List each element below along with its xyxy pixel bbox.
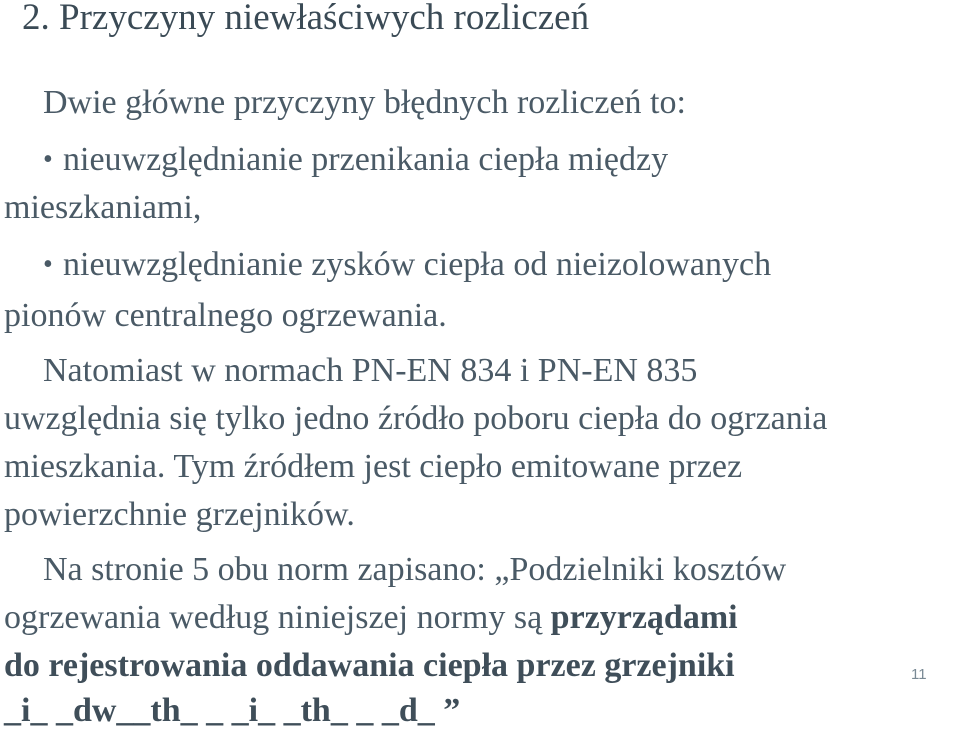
- bullet-icon: •: [43, 144, 53, 175]
- paragraph-2-line-2-plain: ogrzewania według niniejszej normy są: [4, 599, 551, 636]
- bullet-item-1: [43, 140, 668, 180]
- slide-title: 2. Przyczyny niewłaściwych rozliczeń: [22, 0, 590, 38]
- bullet-icon: •: [43, 249, 53, 280]
- bullet-2-line-1: nieuwzględnianie zysków ciepła od nieizolowanych: [63, 246, 772, 283]
- paragraph-1-line-2: uwzględnia się tylko jedno źródło poboru ciepła do ogrzania: [4, 400, 828, 437]
- paragraph-1-line-3: mieszkania. Tym źródłem jest ciepło emitowane przez: [4, 448, 743, 485]
- paragraph-1-line-1: Natomiast w normach PN-EN 834 i PN-EN 835: [43, 352, 698, 389]
- bullet-1-line-2: mieszkaniami,: [4, 189, 202, 226]
- paragraph-2-line-1: Na stronie 5 obu norm zapisano: „Podzielniki kosztów: [43, 551, 787, 588]
- bullet-item-2: [43, 245, 771, 285]
- bullet-2-line-2: pionów centralnego ogrzewania.: [4, 297, 447, 334]
- intro-text: Dwie główne przyczyny błędnych rozliczeń to:: [43, 84, 686, 121]
- bullet-1-line-1: nieuwzględnianie przenikania ciepła między: [63, 141, 669, 178]
- paragraph-2-line-2-bold: przyrządami: [550, 599, 738, 636]
- paragraph-2-line-4-cut: _i_ _dw__th_ _ _i_ _th_ _ _d_ ”: [4, 692, 461, 729]
- page-number: 11: [911, 666, 927, 683]
- paragraph-1-line-4: powierzchnie grzejników.: [4, 496, 355, 533]
- paragraph-2-line-2: [4, 598, 738, 638]
- paragraph-2-line-3: do rejestrowania oddawania ciepła przez grzejniki: [4, 647, 735, 684]
